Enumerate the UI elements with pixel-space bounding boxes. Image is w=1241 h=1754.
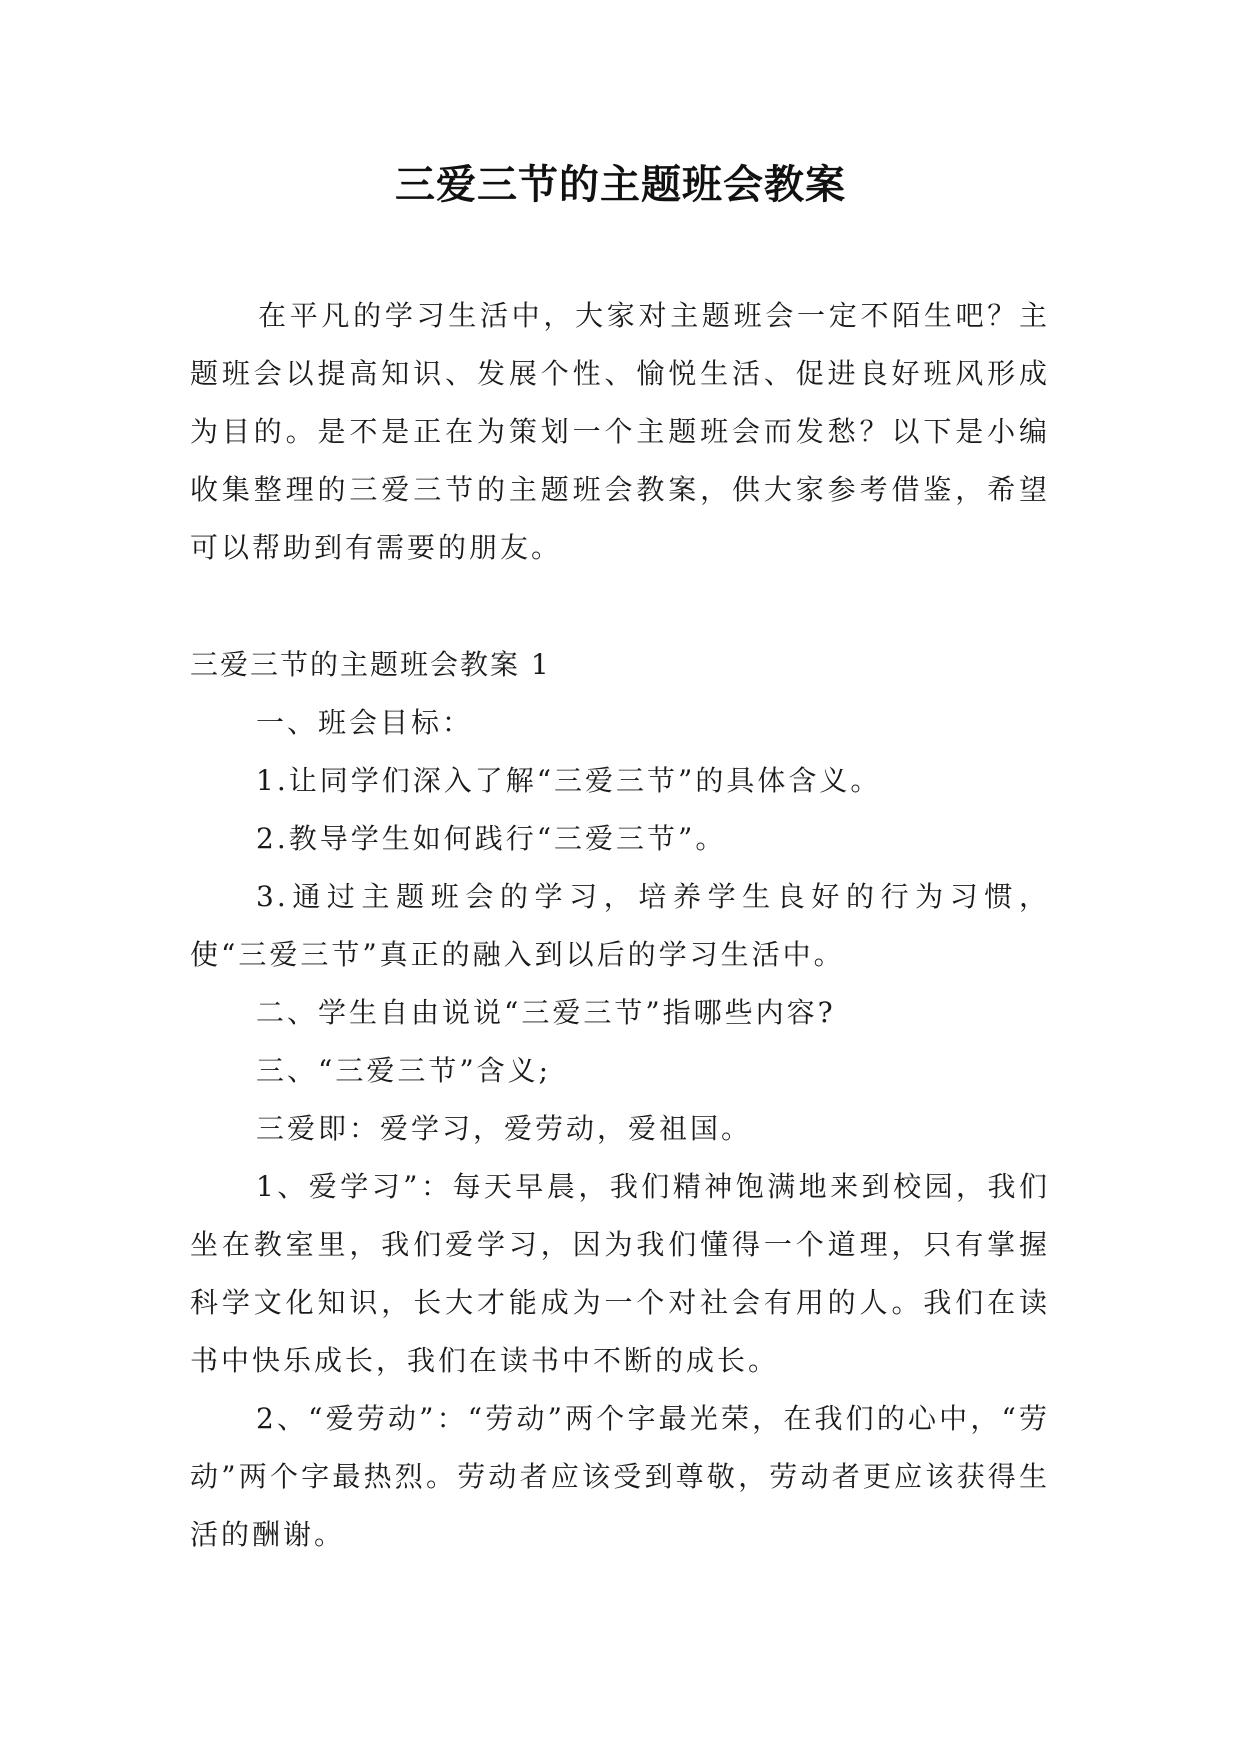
- goal-heading-paragraph: 一、班会目标：: [256, 706, 474, 739]
- discussion-paragraph: 二、学生自由说说“三爱三节”指哪些内容?: [256, 996, 836, 1029]
- meaning-heading-paragraph: 三、“三爱三节”含义;: [256, 1054, 552, 1087]
- love-learning-paragraph: 1、爱学习”：每天早晨，我们精神饱满地来到校园，我们坐在教室里，我们爱学习，因为我们懂得一个道理，只有掌握科学文化知识，长大才能成为一个对社会有用的人。我们在读书中快乐成长，我们在读书中不断的成长。: [190, 1170, 1050, 1377]
- intro-paragraph: 在平凡的学习生活中，大家对主题班会一定不陌生吧？主题班会以提高知识、发展个性、愉悦生活、促进良好班风形成为目的。是不是正在为策划一个主题班会而发愁？以下是小编收集整理的三爱三节的主题班会教案，供大家参考借鉴，希望可以帮助到有需要的朋友。: [190, 299, 1050, 564]
- section-heading: 三爱三节的主题班会教案 1: [190, 648, 551, 681]
- three-loves-paragraph: 三爱即：爱学习，爱劳动，爱祖国。: [256, 1112, 753, 1145]
- love-labor-paragraph: 2、“爱劳动”：“劳动”两个字最光荣，在我们的心中，“劳动”两个字最热烈。劳动者应该受到尊敬，劳动者更应该获得生活的酬谢。: [190, 1402, 1050, 1551]
- goal-item-2: 2.教导学生如何践行“三爱三节”。: [256, 822, 727, 855]
- goal-item-1: 1.让同学们深入了解“三爱三节”的具体含义。: [256, 764, 882, 797]
- lesson-plan-section-1: [190, 636, 1050, 1564]
- goal-item-3: 3.通过主题班会的学习，培养学生良好的行为习惯，使“三爱三节”真正的融入到以后的学习生活中。: [190, 880, 1050, 971]
- document-title: 三爱三节的主题班会教案: [395, 161, 846, 208]
